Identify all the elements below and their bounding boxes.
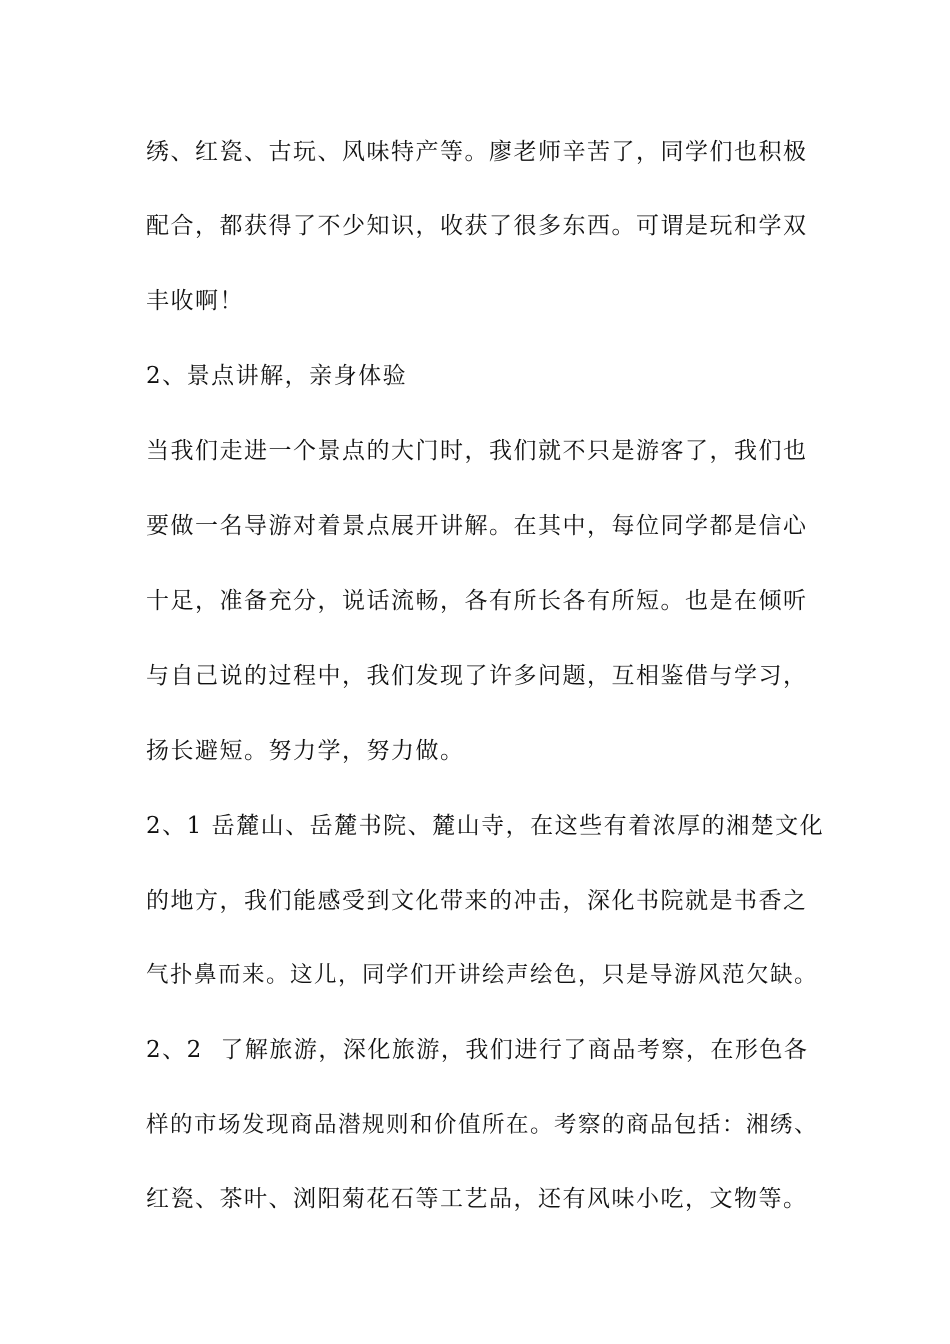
paragraph-line: 绣、红瓷、古玩、风味特产等。廖老师辛苦了，同学们也积极 — [146, 139, 808, 165]
paragraph-line: 配合，都获得了不少知识，收获了很多东西。可谓是玩和学双 — [146, 213, 808, 239]
paragraph-line: 2、2 了解旅游，深化旅游，我们进行了商品考察，在形色各 — [146, 1037, 809, 1063]
paragraph-line: 十足，准备充分，说话流畅，各有所长各有所短。也是在倾听 — [146, 588, 808, 614]
paragraph-line: 2、1 岳麓山、岳麓书院、麓山寺，在这些有着浓厚的湘楚文化 — [146, 813, 825, 839]
paragraph-line: 的地方，我们能感受到文化带来的冲击，深化书院就是书香之 — [146, 888, 808, 914]
paragraph-line: 红瓷、茶叶、浏阳菊花石等工艺品，还有风味小吃，文物等。 — [146, 1186, 808, 1212]
paragraph-line: 当我们走进一个景点的大门时，我们就不只是游客了，我们也 — [146, 438, 808, 464]
paragraph-line: 要做一名导游对着景点展开讲解。在其中，每位同学都是信心 — [146, 513, 808, 539]
paragraph-line: 样的市场发现商品潜规则和价值所在。考察的商品包括：湘绣、 — [146, 1112, 819, 1138]
paragraph-line: 扬长避短。努力学，努力做。 — [146, 738, 465, 764]
paragraph-line: 气扑鼻而来。这儿，同学们开讲绘声绘色，只是导游风范欠缺。 — [146, 962, 819, 988]
section-heading: 2、景点讲解，亲身体验 — [146, 363, 408, 389]
paragraph-line: 与自己说的过程中，我们发现了许多问题，互相鉴借与学习， — [146, 663, 808, 689]
paragraph-line: 丰收啊！ — [146, 288, 244, 314]
